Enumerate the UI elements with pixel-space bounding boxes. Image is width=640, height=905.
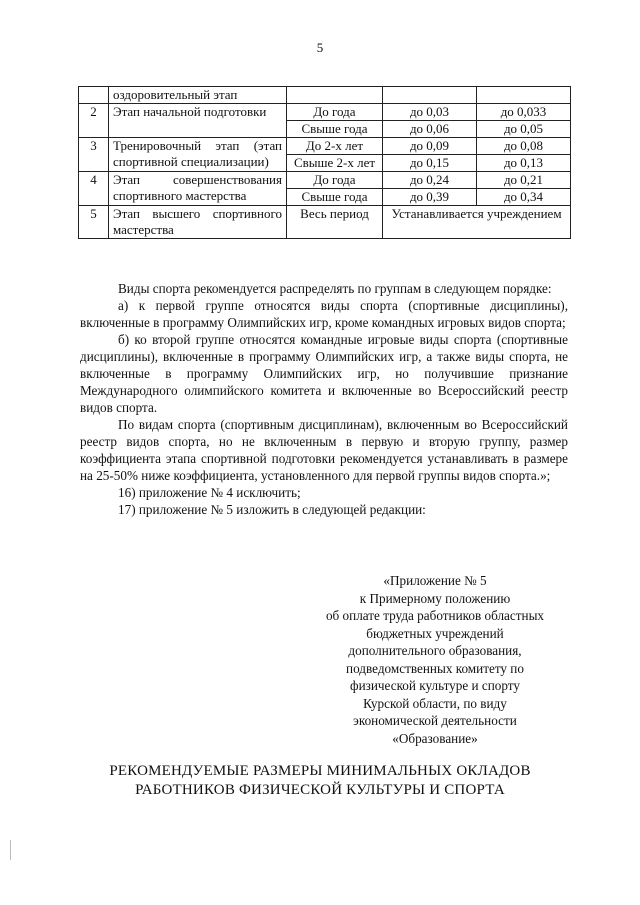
body-text — [80, 280, 568, 518]
heading-line: РАБОТНИКОВ ФИЗИЧЕСКОЙ КУЛЬТУРЫ И СПОРТА — [135, 782, 505, 798]
cell-value: до 0,15 — [383, 154, 476, 171]
cell-value: Весь период — [300, 206, 369, 221]
coefficient-1 — [383, 172, 477, 206]
cell-value: до 0,34 — [477, 188, 570, 205]
cell-value: Свыше года — [287, 188, 382, 205]
margin-mark — [10, 840, 11, 860]
row-number: 5 — [79, 206, 109, 239]
period-cell — [287, 138, 383, 172]
row-number: 4 — [79, 172, 109, 206]
coefficient-1 — [383, 138, 477, 172]
period-cell — [287, 206, 383, 239]
appendix-line: об оплате труда работников областных — [325, 608, 545, 623]
period-cell — [287, 87, 383, 104]
appendix-line: дополнительного образования, — [348, 643, 522, 658]
cell-value: до 0,39 — [383, 188, 476, 205]
cell-value: до 0,21 — [503, 172, 544, 187]
coefficient-1 — [383, 104, 477, 138]
cell-value: до 0,13 — [477, 154, 570, 171]
table-row — [79, 104, 571, 138]
paragraph: Виды спорта рекомендуется распределять по группам в следующем порядке: — [118, 281, 552, 296]
table-row — [79, 206, 571, 239]
cell-value: до 0,09 — [409, 138, 450, 153]
row-number: 2 — [79, 104, 109, 138]
cell-value: до 0,03 — [409, 104, 450, 119]
coefficient-table — [78, 86, 571, 239]
appendix-line: к Примерному положению — [359, 590, 511, 606]
stage-name: Этап начальной подготовки — [109, 104, 287, 138]
row-number — [79, 87, 109, 104]
cell-value: До 2-х лет — [305, 138, 364, 153]
stage-name: Тренировочный этап (этап спортивной специализации) — [109, 138, 287, 172]
cell-value: до 0,06 — [383, 120, 476, 137]
appendix-line: «Образование» — [392, 730, 478, 746]
coefficient-2 — [477, 172, 571, 206]
stage-name: оздоровительный этап — [109, 87, 287, 104]
page-number: 5 — [316, 40, 324, 55]
section-heading — [60, 762, 580, 800]
appendix-line: физической культуре и спорту — [350, 678, 520, 693]
paragraph: 17) приложение № 5 изложить в следующей редакции: — [118, 502, 426, 517]
coefficient-2 — [477, 138, 571, 172]
cell-value: до 0,08 — [503, 138, 544, 153]
heading-line: РЕКОМЕНДУЕМЫЕ РАЗМЕРЫ МИНИМАЛЬНЫХ ОКЛАДОВ — [109, 763, 531, 779]
appendix-line: бюджетных учреждений — [366, 625, 504, 641]
period-cell — [287, 172, 383, 206]
paragraph: б) ко второй группе относятся командные игровые виды спорта (спортивные дисциплины), включенные в программу Олимпийских игр, а также виды спорта, не включенные в программу Олимпийских игр, но получившие признание Международного олимпийского комитета и включенные во Всероссийский реестр видов спорта. — [80, 332, 568, 415]
paragraph: По видам спорта (спортивным дисциплинам), включенным во Всероссийский реестр видов спорта, но не включенным в первую и вторую группу, размер коэффициента этапа спортивной подготовки рекомендуется устанавливать в размере на 25-50% ниже коэффициента, установленного для первой группы видов спорта.»; — [80, 417, 568, 483]
paragraph: а) к первой группе относятся виды спорта (спортивные дисциплины), включенные в программу Олимпийских игр, кроме командных игровых видов спорта; — [80, 298, 568, 330]
coefficient-2 — [477, 104, 571, 138]
coefficient-1 — [383, 87, 477, 104]
cell-value: до 0,24 — [409, 172, 450, 187]
stage-name: Этап высшего спортивного мастерства — [109, 206, 287, 239]
table-row — [79, 172, 571, 206]
paragraph: 16) приложение № 4 исключить; — [118, 485, 301, 500]
cell-value: Свыше 2-х лет — [287, 154, 382, 171]
stage-name: Этап совершенствования спортивного мастерства — [109, 172, 287, 206]
appendix-line: экономической деятельности — [353, 713, 517, 728]
cell-value: до 0,033 — [500, 104, 547, 119]
table-row — [79, 138, 571, 172]
appendix-line: подведомственных комитету по — [346, 660, 524, 676]
cell-value: до 0,05 — [477, 120, 570, 137]
cell-value: До года — [313, 104, 356, 119]
coefficient-2 — [477, 87, 571, 104]
period-cell — [287, 104, 383, 138]
cell-value: Свыше года — [287, 120, 382, 137]
row-number: 3 — [79, 138, 109, 172]
merged-value: Устанавливается учреждением — [383, 206, 571, 239]
table-row — [79, 87, 571, 104]
cell-value: До года — [313, 172, 356, 187]
appendix-header — [300, 572, 570, 747]
appendix-line: Курской области, по виду — [363, 695, 507, 711]
appendix-line: «Приложение № 5 — [383, 573, 487, 588]
